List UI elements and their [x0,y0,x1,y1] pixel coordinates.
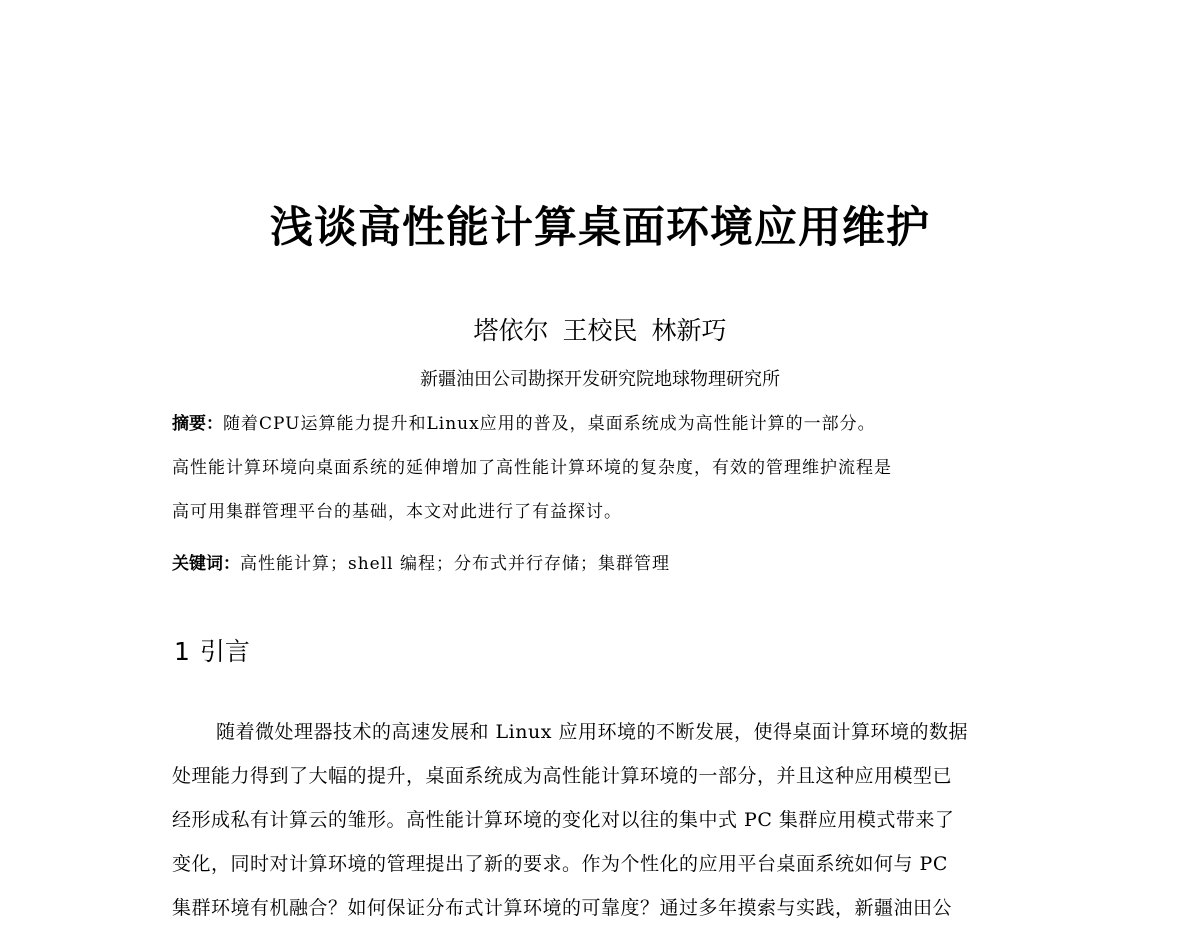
body-line: 处理能力得到了大幅的提升，桌面系统成为高性能计算环境的一部分，并且这种应用模型已 [172,765,953,787]
abstract-line: 高可用集群管理平台的基础，本文对此进行了有益探讨。 [172,502,622,522]
keywords [172,548,1032,580]
author-affiliation: 新疆油田公司勘探开发研究院地球物理研究所 [420,369,780,390]
abstract-label: 摘要： [172,414,223,434]
abstract-text: 随着CPU运算能力提升和Linux应用的普及，桌面系统成为高性能计算的一部分。 [223,414,876,434]
paper-title: 浅谈高性能计算桌面环境应用维护 [270,203,930,253]
section-body [172,712,1032,932]
section-heading [174,632,250,672]
abstract-line: 高性能计算环境向桌面系统的延伸增加了高性能计算环境的复杂度，有效的管理维护流程是 [172,458,892,478]
section-number: 1 [174,637,190,666]
section-title: 引言 [199,637,250,666]
body-line: 变化，同时对计算环境的管理提出了新的要求。作为个性化的应用平台桌面系统如何与 PC [172,853,948,875]
body-line: 经形成私有计算云的雏形。高性能计算环境的变化对以往的集中式 PC 集群应用模式带来了 [172,809,955,831]
body-line: 集群环境有机融合？如何保证分布式计算环境的可靠度？通过多年摸索与实践，新疆油田公 [172,897,953,919]
abstract [172,408,1032,540]
abstract-line [172,408,1032,452]
body-line: 随着微处理器技术的高速发展和 Linux 应用环境的不断发展，使得桌面计算环境的数据 [216,721,968,743]
author-list: 塔依尔 王校民 林新巧 [473,316,727,345]
keywords-text: 高性能计算；shell 编程；分布式并行存储；集群管理 [240,554,671,574]
keywords-label: 关键词： [172,554,240,574]
